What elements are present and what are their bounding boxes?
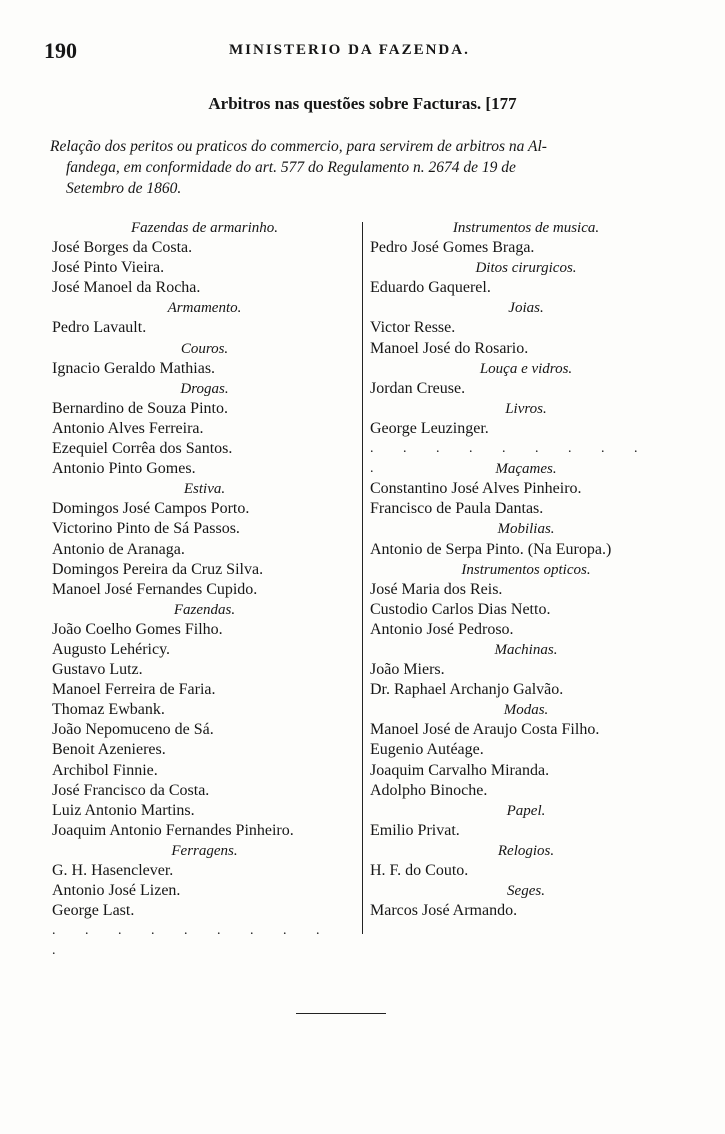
- category-heading: Ferragens.: [171, 842, 238, 859]
- name-entry: José Maria dos Reis.: [370, 580, 503, 598]
- category-heading: Armamento.: [167, 300, 242, 317]
- name-entry: Ezequiel Corrêa dos Santos.: [52, 440, 233, 458]
- name-entry: José Borges da Costa.: [52, 239, 193, 257]
- intro-line: fandega, em conformidade do art. 577 do Regulamento n. 2674 de 19 de: [66, 159, 516, 176]
- left-column: [52, 218, 357, 959]
- name-entry: Gustavo Lutz.: [52, 661, 143, 679]
- name-entry: Jordan Creuse.: [370, 379, 466, 397]
- name-entry: Adolpho Binoche.: [370, 781, 488, 799]
- name-entry: Joaquim Carvalho Miranda.: [370, 761, 550, 779]
- name-entry: Augusto Lehéricy.: [52, 640, 171, 658]
- ellipsis-dots: . . . . . . . . . .: [370, 441, 651, 477]
- category-heading: Drogas.: [180, 380, 229, 397]
- name-entry: Manoel José Fernandes Cupido.: [52, 580, 258, 598]
- category-heading: Ditos cirurgicos.: [475, 260, 577, 277]
- intro-line: Setembro de 1860.: [66, 180, 182, 197]
- name-entry: Antonio José Pedroso.: [370, 620, 514, 638]
- name-entry: Manoel Ferreira de Faria.: [52, 681, 216, 699]
- section-title: Arbitros nas questões sobre Facturas. [177: [208, 94, 517, 113]
- name-entry: José Francisco da Costa.: [52, 781, 210, 799]
- name-entry: Eugenio Autéage.: [370, 741, 484, 759]
- intro-line: Relação dos peritos ou praticos do commercio, para servirem de arbitros na Al-: [50, 138, 547, 155]
- category-heading: Seges.: [507, 883, 545, 900]
- category-heading: Couros.: [180, 340, 229, 357]
- category-heading: Maçames.: [495, 461, 557, 478]
- name-entry: Archibol Finnie.: [52, 761, 158, 779]
- name-entry: Thomaz Ewbank.: [52, 701, 165, 719]
- category-heading: Fazendas de armarinho.: [130, 220, 279, 236]
- footer-rule: [296, 1013, 386, 1014]
- category-heading: Relogios.: [497, 842, 555, 859]
- name-entry: Antonio de Aranaga.: [52, 540, 185, 558]
- name-entry: Antonio de Serpa Pinto. (Na Europa.): [370, 540, 612, 558]
- running-head: MINISTERIO DA FAZENDA.: [229, 42, 470, 58]
- name-entry: Luiz Antonio Martins.: [52, 801, 195, 819]
- name-entry: G. H. Hasenclever.: [52, 862, 174, 879]
- name-entry: George Last.: [52, 902, 135, 920]
- name-entry: Victorino Pinto de Sá Passos.: [52, 520, 240, 538]
- name-entry: José Pinto Vieira.: [52, 259, 165, 277]
- category-heading: Joias.: [508, 300, 544, 317]
- name-entry: Manoel José do Rosario.: [370, 339, 529, 357]
- right-column: [370, 218, 682, 921]
- name-entry: Domingos José Campos Porto.: [52, 500, 250, 518]
- name-entry: Benoit Azenieres.: [52, 741, 166, 759]
- name-entry: H. F. do Couto.: [370, 862, 469, 879]
- page-header: [44, 38, 684, 66]
- category-heading: Machinas.: [494, 641, 558, 658]
- name-entry: João Coelho Gomes Filho.: [52, 620, 223, 638]
- name-entry: Pedro Lavault.: [52, 319, 147, 337]
- name-entry: Emilio Privat.: [370, 821, 460, 839]
- name-entry: Antonio Alves Ferreira.: [52, 419, 204, 437]
- name-entry: Ignacio Geraldo Mathias.: [52, 359, 216, 377]
- column-divider: [362, 222, 363, 934]
- name-entry: Bernardino de Souza Pinto.: [52, 399, 228, 417]
- ellipsis-dots: . . . . . . . . . .: [52, 923, 333, 959]
- category-heading: Instrumentos opticos.: [461, 561, 591, 578]
- name-entry: Dr. Raphael Archanjo Galvão.: [370, 681, 564, 699]
- name-entry: George Leuzinger.: [370, 419, 489, 437]
- name-entry: João Miers.: [370, 661, 445, 679]
- name-entry: Custodio Carlos Dias Netto.: [370, 600, 551, 618]
- category-heading: Papel.: [506, 802, 546, 819]
- category-heading: Fazendas.: [173, 601, 236, 618]
- name-entry: Marcos José Armando.: [370, 902, 518, 920]
- name-entry: João Nepomuceno de Sá.: [52, 721, 214, 739]
- category-heading: Livros.: [505, 400, 547, 417]
- category-heading: Louça e vidros.: [479, 360, 573, 377]
- name-entry: Domingos Pereira da Cruz Silva.: [52, 560, 264, 578]
- name-entry: Francisco de Paula Dantas.: [370, 500, 544, 518]
- name-entry: Antonio Pinto Gomes.: [52, 460, 196, 478]
- name-entry: Pedro José Gomes Braga.: [370, 239, 535, 257]
- name-entry: Victor Resse.: [370, 319, 456, 337]
- page-number: 190: [44, 38, 77, 63]
- category-heading: Modas.: [503, 702, 549, 719]
- category-heading: Mobilias.: [497, 521, 555, 538]
- category-heading: Estiva.: [183, 481, 226, 498]
- name-entry: Constantino José Alves Pinheiro.: [370, 480, 582, 498]
- category-heading: Instrumentos de musica.: [452, 220, 600, 236]
- name-entry: Manoel José de Araujo Costa Filho.: [370, 721, 600, 739]
- name-entry: José Manoel da Rocha.: [52, 279, 201, 297]
- name-entry: Antonio José Lizen.: [52, 882, 181, 900]
- name-entry: Eduardo Gaquerel.: [370, 279, 491, 297]
- intro-paragraph: [50, 136, 680, 199]
- name-entry: Joaquim Antonio Fernandes Pinheiro.: [52, 821, 294, 839]
